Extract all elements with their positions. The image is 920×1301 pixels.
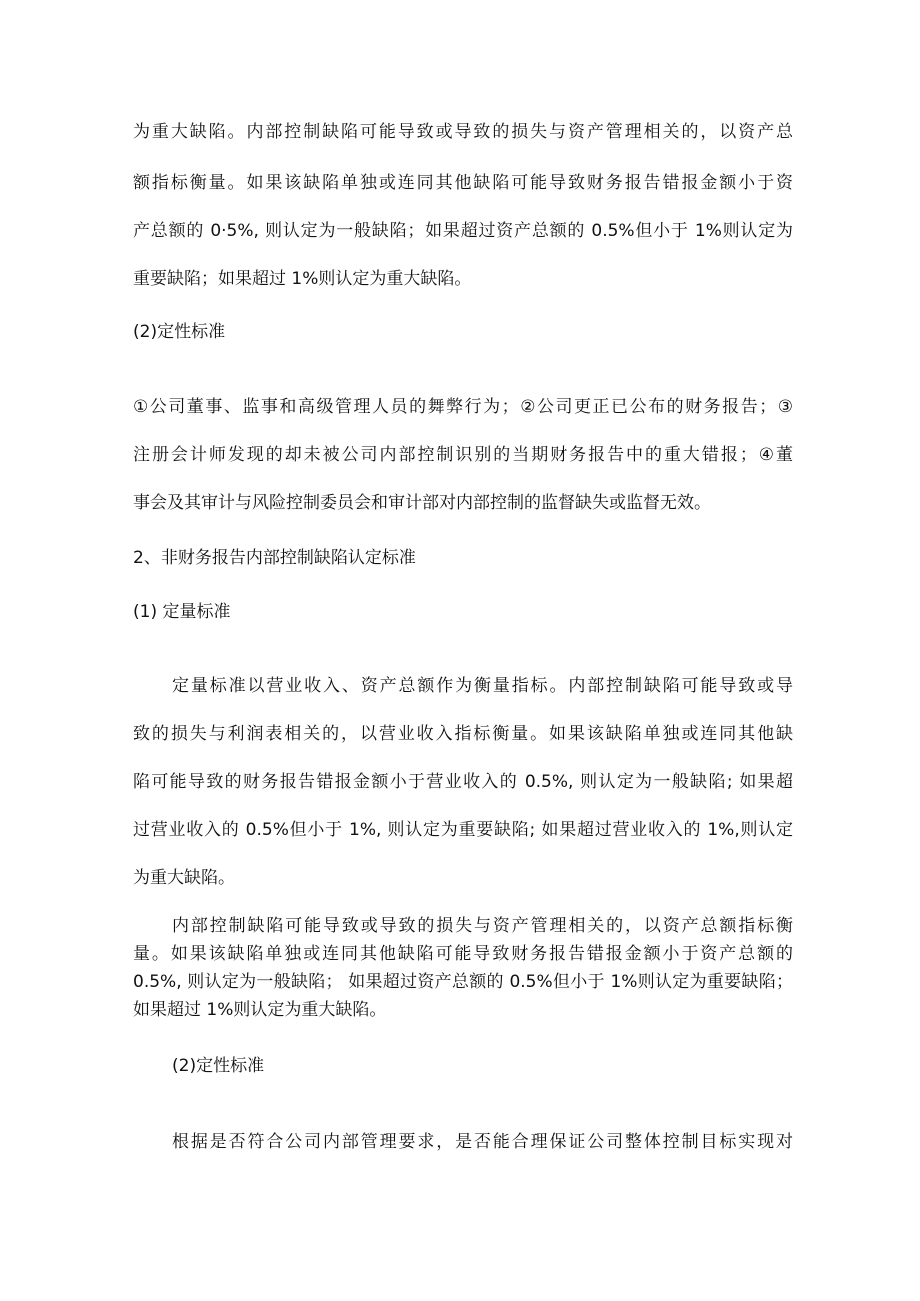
paragraph-line: 产总额的 0·5%, 则认定为一般缺陷；如果超过资产总额的 0.5%但小于 1%则认定为 bbox=[133, 221, 793, 241]
paragraph-line: ①公司董事、监事和高级管理人员的舞弊行为；②公司更正已公布的财务报告；③ bbox=[133, 397, 793, 417]
section-heading: 2、非财务报告内部控制缺陷认定标准 bbox=[133, 548, 416, 568]
subheading-quantitative: (1) 定量标准 bbox=[133, 602, 231, 622]
paragraph-line: 注册会计师发现的却未被公司内部控制识别的当期财务报告中的重大错报；④董 bbox=[133, 445, 793, 465]
subheading-qualitative: (2)定性标准 bbox=[172, 1056, 265, 1076]
subheading-qualitative: (2)定性标准 bbox=[133, 322, 226, 342]
paragraph-line: 事会及其审计与风险控制委员会和审计部对内部控制的监督缺失或监督无效。 bbox=[133, 493, 711, 513]
paragraph-line: 致的损失与利润表相关的，以营业收入指标衡量。如果该缺陷单独或连同其他缺 bbox=[133, 724, 793, 744]
paragraph-line: 过营业收入的 0.5%但小于 1%, 则认定为重要缺陷; 如果超过营业收入的 1%,则认定 bbox=[133, 820, 793, 840]
paragraph-line: 0.5%, 则认定为一般缺陷； 如果超过资产总额的 0.5%但小于 1%则认定为重要缺陷； bbox=[133, 972, 793, 992]
paragraph-line: 为重大缺陷。 bbox=[133, 868, 235, 888]
paragraph-line: 根据是否符合公司内部管理要求，是否能合理保证公司整体控制目标实现对 bbox=[172, 1132, 793, 1152]
paragraph-line: 定量标准以营业收入、资产总额作为衡量指标。内部控制缺陷可能导致或导 bbox=[172, 676, 793, 696]
paragraph-line: 重要缺陷；如果超过 1%则认定为重大缺陷。 bbox=[133, 269, 472, 289]
paragraph-line: 内部控制缺陷可能导致或导致的损失与资产管理相关的，以资产总额指标衡 bbox=[172, 916, 793, 936]
paragraph-line: 为重大缺陷。内部控制缺陷可能导致或导致的损失与资产管理相关的，以资产总 bbox=[133, 122, 793, 142]
paragraph-line: 量。如果该缺陷单独或连同其他缺陷可能导致财务报告错报金额小于资产总额的 bbox=[133, 944, 793, 964]
paragraph-line: 陷可能导致的财务报告错报金额小于营业收入的 0.5%, 则认定为一般缺陷; 如果超 bbox=[133, 772, 793, 792]
paragraph-line: 额指标衡量。如果该缺陷单独或连同其他缺陷可能导致财务报告错报金额小于资 bbox=[133, 173, 793, 193]
paragraph-line: 如果超过 1%则认定为重大缺陷。 bbox=[133, 1000, 387, 1020]
